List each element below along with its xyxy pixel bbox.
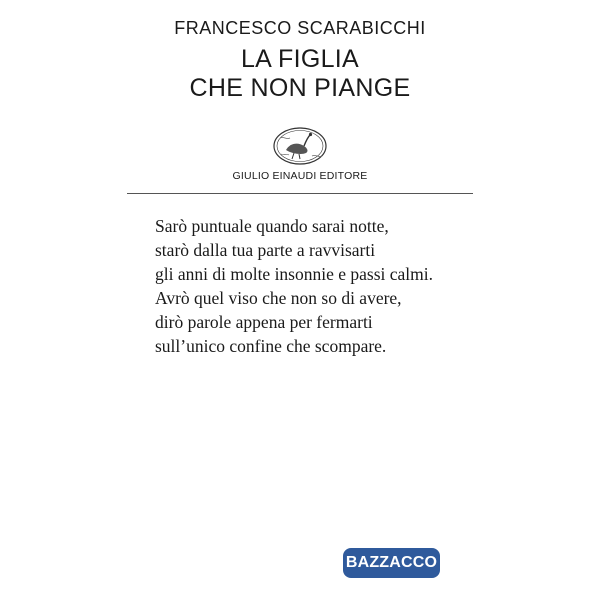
poem-line: starò dalla tua parte a ravvisarti: [155, 240, 376, 260]
poem-line: Sarò puntuale quando sarai notte,: [155, 216, 389, 236]
divider-rule: [127, 193, 473, 194]
title-line-1: LA FIGLIA: [240, 45, 360, 73]
poem-line: dirò parole appena per fermarti: [155, 312, 373, 332]
book-title: [0, 45, 600, 103]
title-line-2: CHE NON PIANGE: [189, 74, 411, 102]
bookstore-badge: BAZZACCO: [343, 548, 440, 578]
poem-line: Avrò quel viso che non so di avere,: [155, 288, 402, 308]
ostrich-emblem-icon: [272, 126, 328, 166]
author-name: FRANCESCO SCARABICCHI: [174, 18, 426, 38]
poem-excerpt: [155, 214, 433, 358]
publisher-name: GIULIO EINAUDI EDITORE: [232, 170, 368, 182]
poem-line: sull’unico confine che scompare.: [155, 336, 387, 356]
poem-line: gli anni di molte insonnie e passi calmi.: [155, 264, 434, 284]
